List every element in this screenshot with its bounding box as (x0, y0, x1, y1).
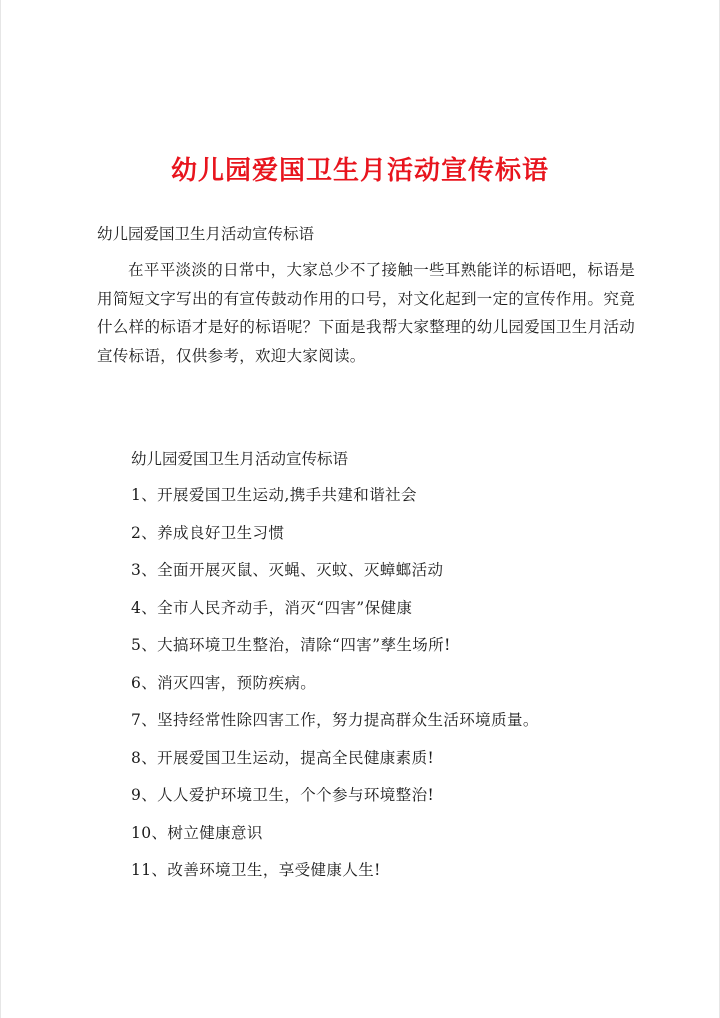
list-item: 5、大搞环境卫生整治，清除“四害”孳生场所! (131, 636, 451, 654)
list-item: 10、树立健康意识 (131, 823, 263, 842)
list-item: 3、全面开展灭鼠、灭蝇、灭蚊、灭蟑螂活动 (131, 561, 444, 579)
list-item: 4、全市人民齐动手，消灭“四害”保健康 (131, 598, 413, 617)
list-item: 9、人人爱护环境卫生，个个参与环境整治! (131, 786, 435, 804)
list-item: 8、开展爱国卫生运动，提高全民健康素质! (131, 748, 435, 767)
list-heading: 幼儿园爱国卫生月活动宣传标语 (131, 450, 349, 468)
list-item: 11、改善环境卫生，享受健康人生! (131, 861, 381, 879)
slogan-list (131, 482, 539, 895)
subtitle: 幼儿园爱国卫生月活动宣传标语 (97, 225, 315, 243)
list-item: 2、养成良好卫生习惯 (131, 523, 285, 542)
intro-paragraph: 在平平淡淡的日常中，大家总少不了接触一些耳熟能详的标语吧，标语是用简短文字写出的有宣传鼓动作用的口号，对文化起到一定的宣传作用。究竟什么样的标语才是好的标语呢？下面是我帮大家整理的幼儿园爱国卫生月活动宣传标语，仅供参考，欢迎大家阅读。 (97, 261, 635, 365)
page-title: 幼儿园爱国卫生月活动宣传标语 (170, 156, 549, 186)
list-item: 7、坚持经常性除四害工作，努力提高群众生活环境质量。 (131, 711, 539, 729)
list-item: 1、开展爱国卫生运动,携手共建和谐社会 (131, 486, 417, 504)
list-item: 6、消灭四害，预防疾病。 (131, 673, 317, 692)
